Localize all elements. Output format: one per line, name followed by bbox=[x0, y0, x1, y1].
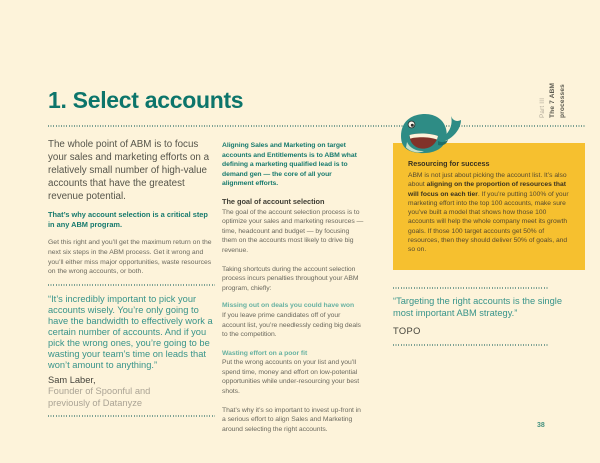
quote-bottom-rule bbox=[48, 415, 215, 417]
side-quote-source: TOPO bbox=[393, 326, 421, 336]
chapter-tab bbox=[538, 48, 568, 118]
pull-quote-role-line2: previously of Datanyze bbox=[48, 397, 143, 408]
chapter-part-label: Part III bbox=[539, 97, 546, 118]
pull-quote-author: Sam Laber, bbox=[48, 375, 96, 386]
whale-mascot-icon bbox=[398, 110, 462, 156]
closing-paragraph: That’s why it’s so important to invest up-front in a serious effort to align Sales and Marketing around selecting the right accounts. bbox=[222, 406, 361, 433]
callout-body-bold: aligning on the proportion of resources that will focus on each tier bbox=[408, 181, 566, 198]
goal-paragraph-2: Taking shortcuts during the account selection process incurs penalties throughout your ABM program, chiefly: bbox=[222, 265, 359, 292]
alignment-lead-paragraph: Aligning Sales and Marketing on target accounts and Entitlements is to ABM what defining a marketing qualified lead is to demand gen — the core of all your alignment efforts. bbox=[222, 142, 357, 188]
intro-body-paragraph: Get this right and you’ll get the maximum return on the next six steps in the ABM process. Get it wrong and you’ll either miss major opportunities, waste resources on the wrong accounts, or both. bbox=[48, 238, 212, 276]
pull-quote-text: “It’s incredibly important to pick your accounts wisely. You’re only going to have the bandwidth to effectively work a certain number of accounts. And if you pick the wrong ones, you’re going to be wasting your team’s time on leads that won’t amount to anything.” bbox=[48, 294, 213, 370]
quote-top-rule bbox=[48, 284, 215, 286]
side-quote-text: “Targeting the right accounts is the single most important ABM strategy.” bbox=[393, 296, 562, 318]
goal-section-heading: The goal of account selection bbox=[222, 196, 325, 206]
column-main bbox=[222, 141, 365, 434]
side-quote-bottom-rule bbox=[393, 344, 548, 346]
penalty-2-heading: Wasting effort on a poor fit bbox=[222, 349, 308, 357]
resourcing-callout-box bbox=[393, 143, 585, 270]
callout-body bbox=[408, 171, 572, 255]
pull-quote-role-line1: Founder of Spoonful and bbox=[48, 386, 151, 397]
penalty-1-heading: Missing out on deals you could have won bbox=[222, 302, 355, 310]
intro-teal-note: That’s why account selection is a critical step in any ABM program. bbox=[48, 209, 208, 229]
callout-title: Resourcing for success bbox=[408, 159, 490, 168]
side-quote-top-rule bbox=[393, 287, 548, 289]
page-number: 38 bbox=[537, 422, 545, 429]
chapter-section-label: The 7 ABM processes bbox=[549, 82, 566, 118]
callout-body-post: . If you’re putting 100% of your marketing effort into the top 100 accounts, make sure you’ve built a model that shows how those 100 accounts will help the whole company meet its growth goals. If those 100 target accounts get 50% of resources, then they should deliver 50% of goals, and so on. bbox=[408, 190, 569, 254]
intro-lead-paragraph: The whole point of ABM is to focus your sales and marketing efforts on a relatively small number of high-value accounts that have the greatest revenue potential. bbox=[48, 139, 210, 202]
callout-body-pre: ABM is not just about picking the account list. It’s also about bbox=[408, 172, 567, 189]
page-title: 1. Select accounts bbox=[48, 87, 244, 113]
goal-paragraph-1: The goal of the account selection process is to optimize your sales and marketing resources — time, headcount and budget — by focusing them on the accounts most likely to drive big revenue. bbox=[222, 208, 364, 254]
column-callout bbox=[393, 110, 585, 346]
column-intro bbox=[48, 139, 215, 417]
penalty-1-body: If you leave prime candidates off of your account list, you’re needlessly ceding big deals to the competition. bbox=[222, 311, 361, 339]
penalty-2-body: Put the wrong accounts on your list and you’ll spend time, money and effort on low-potential opportunities while under-resourcing your best shots. bbox=[222, 359, 360, 396]
